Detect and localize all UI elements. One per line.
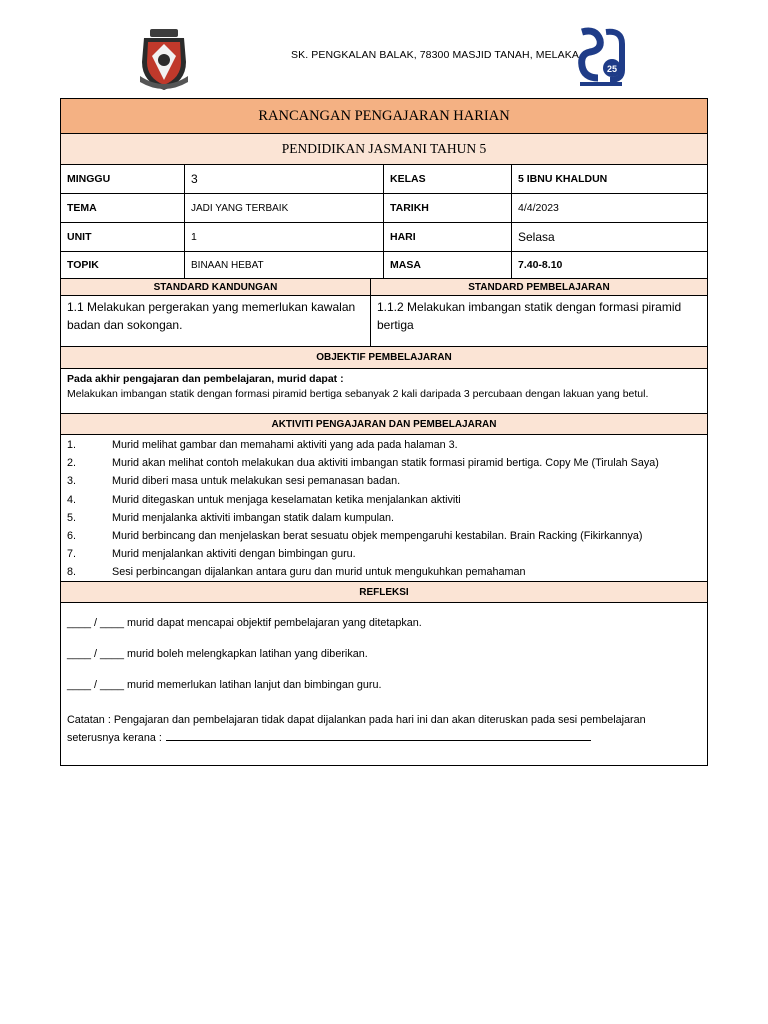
- note-fill-line: [166, 730, 591, 741]
- list-item: 6. Murid berbincang dan menjelaskan berat sesuatu objek mempengaruhi kestabilan. Brain Racking (Fikirkannya): [67, 530, 643, 543]
- objective-label: OBJEKTIF PEMBELAJARAN: [316, 352, 452, 363]
- subtitle-band: [61, 134, 707, 165]
- kelas-label: KELAS: [384, 165, 512, 193]
- objective-header: [61, 347, 707, 369]
- info-row-tema: [61, 194, 707, 223]
- hari-value: Selasa: [518, 230, 555, 244]
- list-item: 1. Murid melihat gambar dan memahami aktiviti yang ada pada halaman 3.: [67, 439, 458, 451]
- minggu-value: 3: [185, 165, 384, 193]
- unit-value: 1: [185, 223, 384, 251]
- school-crest-logo: [136, 26, 192, 92]
- standard-kandungan-header: STANDARD KANDUNGAN: [61, 279, 371, 295]
- list-item: 5. Murid menjalanka aktiviti imbangan statik dalam kumpulan.: [67, 511, 395, 524]
- reflection-content: [61, 603, 707, 765]
- standards-header-row: [61, 279, 707, 296]
- standards-content-row: [61, 296, 707, 347]
- info-row-topik: [61, 252, 707, 279]
- activities-label: AKTIVITI PENGAJARAN DAN PEMBELAJARAN: [271, 418, 497, 430]
- anniversary-emblem-logo: [576, 26, 626, 88]
- standard-pembelajaran-header: STANDARD PEMBELAJARAN: [371, 279, 707, 295]
- tema-value: JADI YANG TERBAIK: [185, 194, 384, 222]
- standard-kandungan-text: 1.1 Melakukan pergerakan yang memerlukan kawalan badan dan sokongan.: [61, 296, 371, 346]
- minggu-label: MINGGU: [61, 165, 185, 193]
- school-address: SK. PENGKALAN BALAK, 78300 MASJID TANAH, MELAKA: [291, 49, 579, 61]
- activities-header: [61, 414, 707, 435]
- reflection-label: REFLEKSI: [359, 586, 409, 598]
- reflection-line-1: ____ / ____ murid dapat mencapai objektif pembelajaran yang ditetapkan.: [67, 617, 422, 629]
- reflection-line-2: ____ / ____ murid boleh melengkapkan latihan yang diberikan.: [67, 648, 368, 660]
- tarikh-label: TARIKH: [384, 194, 512, 222]
- reflection-note: [67, 711, 701, 747]
- standard-pembelajaran-text: 1.1.2 Melakukan imbangan statik dengan formasi piramid bertiga: [377, 300, 682, 332]
- activities-list: [61, 435, 707, 582]
- svg-text:25: 25: [606, 64, 618, 74]
- masa-value: 7.40-8.10: [518, 259, 563, 271]
- title-band: [61, 99, 707, 134]
- reflection-header: [61, 582, 707, 603]
- reflection-line-3: ____ / ____ murid memerlukan latihan lanjut dan bimbingan guru.: [67, 679, 382, 691]
- hari-label: HARI: [384, 223, 512, 251]
- objective-content: [61, 369, 707, 414]
- list-item: 7. Murid menjalankan aktiviti dengan bimbingan guru.: [67, 548, 356, 561]
- list-item: 8. Sesi perbincangan dijalankan antara guru dan murid untuk mengukuhkan pemahaman: [67, 566, 526, 579]
- topik-label: TOPIK: [61, 252, 185, 278]
- reflection-note-text: Catatan : Pengajaran dan pembelajaran tidak dapat dijalankan pada hari ini dan akan diteruskan pada sesi pembelajaran seterusnya kerana :: [67, 714, 646, 744]
- objective-intro: Pada akhir pengajaran dan pembelajaran, murid dapat :: [67, 373, 344, 385]
- list-item: 3. Murid diberi masa untuk melakukan sesi pemanasan badan.: [67, 475, 401, 488]
- kelas-value: 5 IBNU KHALDUN: [518, 173, 608, 185]
- info-row-minggu: [61, 165, 707, 194]
- list-item: 4. Murid ditegaskan untuk menjaga keselamatan ketika menjalankan aktiviti: [67, 493, 461, 506]
- lesson-plan-title: RANCANGAN PENGAJARAN HARIAN: [258, 107, 510, 124]
- objective-text: Melakukan imbangan statik dengan formasi piramid bertiga sebanyak 2 kali daripada 3 percubaan dengan lakuan yang betul.: [67, 388, 649, 400]
- tarikh-value: 4/4/2023: [518, 202, 559, 214]
- info-row-unit: [61, 223, 707, 252]
- subject-title: PENDIDIKAN JASMANI TAHUN 5: [281, 141, 487, 156]
- list-item: 2. Murid akan melihat contoh melakukan dua aktiviti imbangan statik formasi piramid bertiga. Copy Me (Tirulah Saya): [67, 457, 659, 470]
- unit-label: UNIT: [61, 223, 185, 251]
- masa-label: MASA: [384, 252, 512, 278]
- tema-label: TEMA: [61, 194, 185, 222]
- lesson-plan-sheet: [60, 98, 708, 766]
- topik-value: BINAAN HEBAT: [185, 252, 384, 278]
